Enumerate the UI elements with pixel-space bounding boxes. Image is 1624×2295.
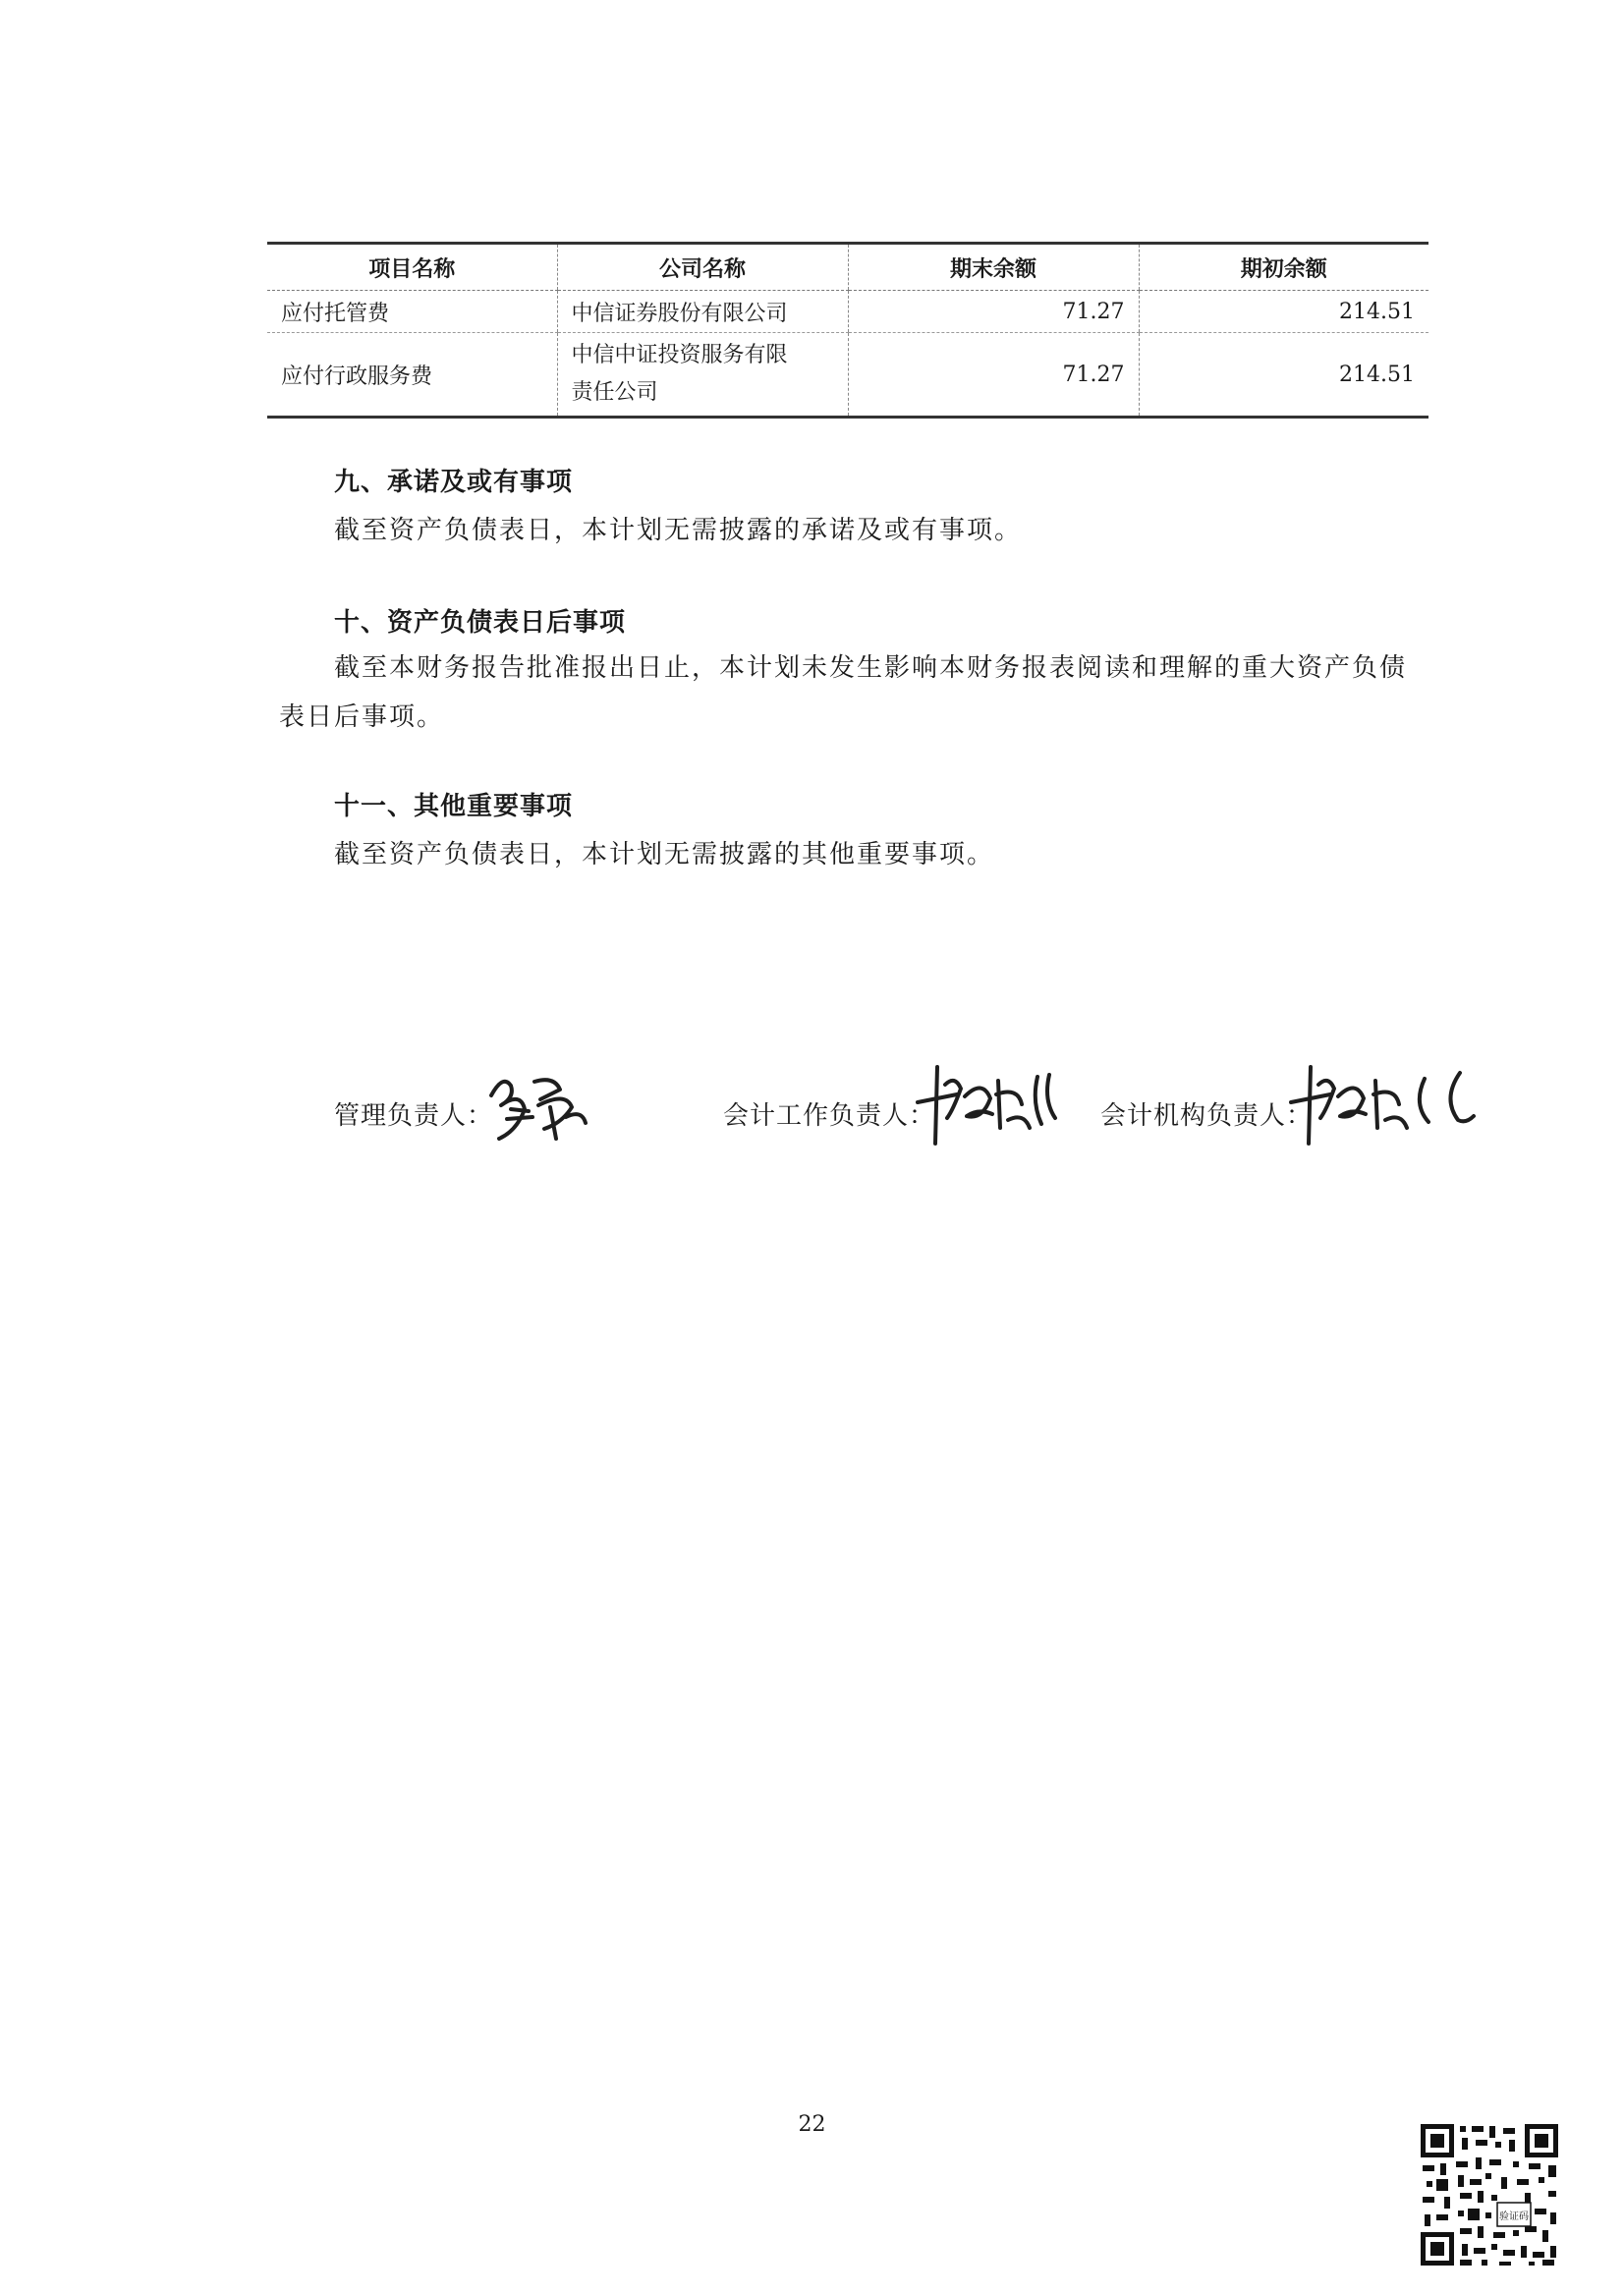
table-cell-item: 应付行政服务费	[281, 364, 433, 389]
company-name-line: 责任公司	[571, 380, 658, 405]
section-title-commitments: 九、承诺及或有事项	[334, 468, 574, 497]
manager-label: 管理负责人：	[334, 1101, 494, 1131]
table-row	[267, 291, 1428, 333]
column-header-item: 项目名称	[267, 244, 557, 291]
section-body-subsequent-events: 截至本财务报告批准报出日止，本计划未发生影响本财务报表阅读和理解的重大资产负债表日后事项。	[279, 653, 1408, 732]
page-number: 22	[798, 2112, 826, 2137]
table-cell-end-balance: 71.27	[848, 291, 1139, 333]
table-row	[267, 333, 1428, 418]
section-body-commitments: 截至资产负债表日，本计划无需披露的承诺及或有事项。	[334, 516, 1023, 545]
accounting-org-signature	[1287, 1059, 1484, 1152]
table-header-row	[267, 244, 1428, 291]
accounting-work-signature	[914, 1059, 1071, 1152]
column-header-company: 公司名称	[557, 244, 848, 291]
verification-qr-code[interactable]	[1419, 2122, 1562, 2269]
table-cell-company	[557, 333, 848, 418]
table-cell-item: 应付托管费	[267, 291, 557, 333]
column-header-end-balance: 期末余额	[848, 244, 1139, 291]
company-name-line: 中信中证投资服务有限	[571, 343, 788, 367]
accounting-work-label: 会计工作负责人：	[723, 1101, 936, 1131]
table-cell-begin-balance: 214.51	[1139, 291, 1428, 333]
table-cell-company: 中信证券股份有限公司	[557, 291, 848, 333]
column-header-begin-balance: 期初余额	[1139, 244, 1428, 291]
section-title-subsequent-events: 十、资产负债表日后事项	[334, 608, 627, 638]
table-cell-begin-balance: 214.51	[1139, 333, 1428, 418]
section-body-other-matters: 截至资产负债表日，本计划无需披露的其他重要事项。	[334, 840, 995, 869]
accounting-org-label: 会计机构负责人：	[1100, 1101, 1314, 1131]
section-title-other-matters: 十一、其他重要事项	[334, 792, 574, 821]
manager-signature	[481, 1066, 594, 1145]
table-cell-end-balance: 71.27	[848, 333, 1139, 418]
qr-badge-text: 验证码	[1499, 2211, 1529, 2222]
related-party-payables-table	[267, 242, 1428, 419]
